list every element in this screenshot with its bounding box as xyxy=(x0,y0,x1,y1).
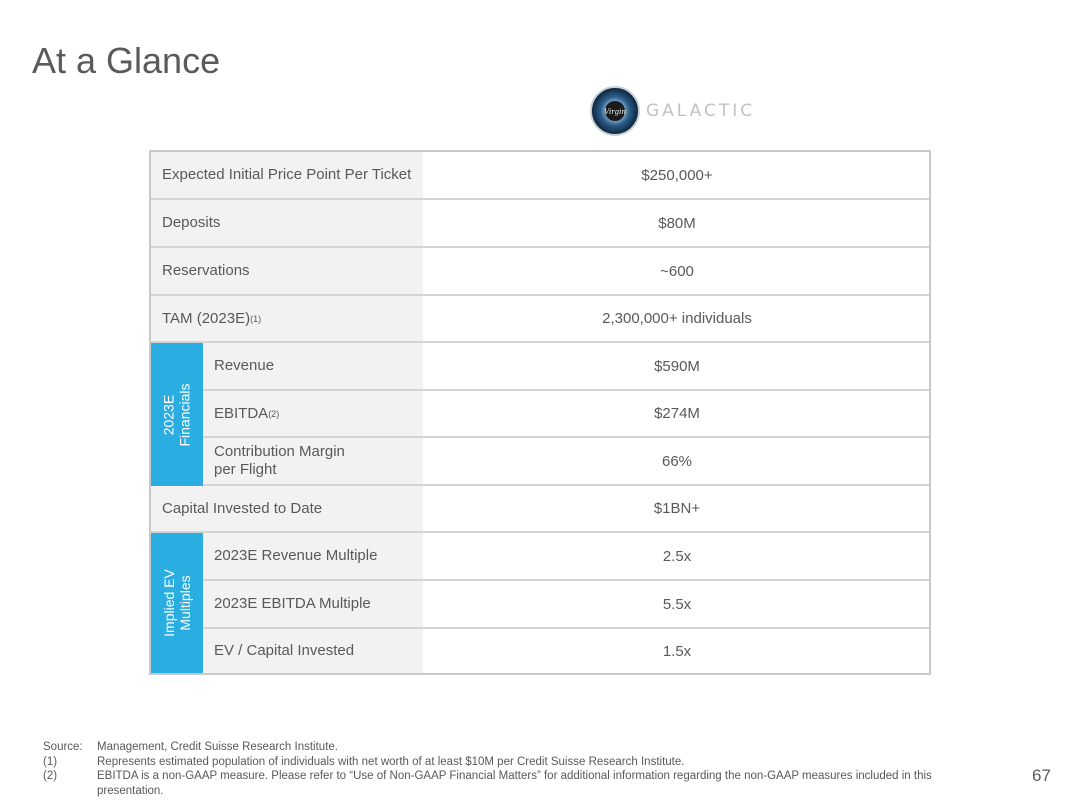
svg-text:Virgin: Virgin xyxy=(604,108,626,116)
row-label-text: TAM (2023E) xyxy=(162,309,251,327)
table-row xyxy=(151,248,929,296)
footnote-key: Source: xyxy=(43,741,83,753)
row-label: EV / Capital Invested xyxy=(203,629,423,673)
table-row xyxy=(151,200,929,248)
row-label: Expected Initial Price Point Per Ticket xyxy=(151,152,423,198)
row-label: Revenue xyxy=(203,343,423,389)
row-value: $1BN+ xyxy=(423,486,929,531)
page-title: At a Glance xyxy=(32,40,221,81)
table-row xyxy=(151,391,929,438)
group-label-financials xyxy=(151,343,203,486)
row-label-line: Contribution Margin xyxy=(214,443,345,460)
footnote xyxy=(43,769,983,798)
row-value: ~600 xyxy=(423,248,929,294)
row-value: 66% xyxy=(423,438,929,484)
row-label: Reservations xyxy=(151,248,423,294)
footnote xyxy=(43,755,983,770)
row-value: 1.5x xyxy=(423,629,929,673)
table-row xyxy=(151,152,929,200)
group-label-line: Implied EV xyxy=(161,569,178,637)
page-number: 67 xyxy=(1032,766,1051,785)
row-label-text: EBITDA xyxy=(214,404,269,422)
group-label-line: Multiples xyxy=(177,575,194,631)
virgin-galactic-eye-icon xyxy=(588,84,642,138)
row-value: $590M xyxy=(423,343,929,389)
footnote xyxy=(43,740,983,755)
row-value: 5.5x xyxy=(423,581,929,627)
table-row xyxy=(151,438,929,486)
footnote-text: Represents estimated population of individuals with net worth of at least $10M per Credit Suisse Research Institute. xyxy=(97,755,685,768)
virgin-galactic-logo xyxy=(588,84,755,138)
group-label-line: 2023E xyxy=(161,394,177,435)
row-label-line: per Flight xyxy=(214,461,277,478)
row-label: Deposits xyxy=(151,200,423,246)
table-row xyxy=(151,533,929,581)
row-label: Capital Invested to Date xyxy=(151,486,423,531)
logo-wordmark: GALACTIC xyxy=(646,101,756,121)
row-value: 2.5x xyxy=(423,533,929,579)
footnote-key: (2) xyxy=(43,770,58,782)
row-value: $274M xyxy=(423,391,929,436)
table-row xyxy=(151,629,929,673)
row-label xyxy=(203,438,423,484)
row-label: 2023E Revenue Multiple xyxy=(203,533,423,579)
table-row xyxy=(151,343,929,391)
table-row xyxy=(151,581,929,629)
footnotes xyxy=(43,740,983,798)
row-label: 2023E EBITDA Multiple xyxy=(203,581,423,627)
group-label-line: Financials xyxy=(177,382,193,447)
row-value: $80M xyxy=(423,200,929,246)
row-value: $250,000+ xyxy=(423,152,929,198)
row-label: EBITDA (2) xyxy=(203,391,423,436)
at-a-glance-table xyxy=(149,150,931,675)
row-label: TAM (2023E) (1) xyxy=(151,296,423,341)
table-row xyxy=(151,486,929,533)
footnote-text: EBITDA is a non-GAAP measure. Please refer to “Use of Non-GAAP Financial Matters” for additional information regarding the non-GAAP measures included in this presentation. xyxy=(97,770,932,797)
row-value: 2,300,000+ individuals xyxy=(423,296,929,341)
footnote-text: Management, Credit Suisse Research Institute. xyxy=(97,741,338,753)
table-row xyxy=(151,296,929,343)
group-label-multiples xyxy=(151,533,203,673)
footnote-key: (1) xyxy=(43,755,58,768)
